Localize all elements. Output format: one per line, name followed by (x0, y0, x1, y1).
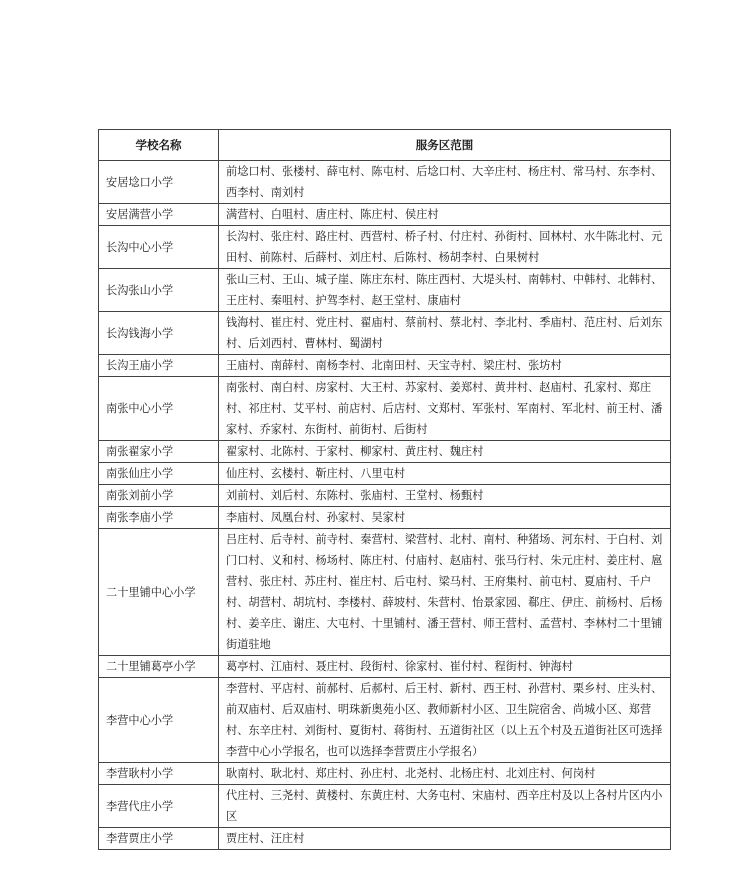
table-row (99, 828, 671, 850)
school-district-table (98, 129, 671, 850)
table-row (99, 355, 671, 377)
school-district-table-container (98, 129, 670, 850)
service-area-cell: 满营村、白咀村、唐庄村、陈庄村、侯庄村 (219, 204, 671, 226)
service-area-cell: 翟家村、北陈村、于家村、柳家村、黄庄村、魏庄村 (219, 441, 671, 463)
service-area-cell: 葛亭村、江庙村、聂庄村、段街村、徐家村、崔付村、程街村、钟海村 (219, 656, 671, 678)
service-area-cell: 仙庄村、玄楼村、靳庄村、八里屯村 (219, 463, 671, 485)
table-row (99, 312, 671, 355)
table-row (99, 463, 671, 485)
school-name-cell: 安居满营小学 (99, 204, 219, 226)
school-name-cell: 南张中心小学 (99, 377, 219, 441)
table-row (99, 226, 671, 269)
service-area-cell: 贾庄村、汪庄村 (219, 828, 671, 850)
table-row (99, 161, 671, 204)
table-row (99, 485, 671, 507)
table-row (99, 269, 671, 312)
school-name-cell: 南张李庙小学 (99, 507, 219, 529)
school-name-cell: 安居埝口小学 (99, 161, 219, 204)
table-row (99, 377, 671, 441)
table-header-row (99, 130, 671, 161)
table-row (99, 507, 671, 529)
table-row (99, 678, 671, 763)
service-area-cell: 代庄村、三尧村、黄楼村、东黄庄村、大务屯村、宋庙村、西辛庄村及以上各村片区内小区 (219, 785, 671, 828)
service-area-cell: 钱海村、崔庄村、党庄村、翟庙村、蔡前村、蔡北村、李北村、季庙村、范庄村、后刘东村、后刘西村、曹林村、蜀湖村 (219, 312, 671, 355)
service-area-cell: 李营村、平店村、前郝村、后郝村、后王村、新村、西王村、孙营村、栗乡村、庄头村、前双庙村、后双庙村、明珠新奥苑小区、教师新村小区、卫生院宿舍、尚城小区、郑营村、东辛庄村、刘街村、夏街村、蒋街村、五道街社区（以上五个村及五道街社区可选择李营中心小学报名，也可以选择李营贾庄小学报名） (219, 678, 671, 763)
school-name-cell: 二十里铺葛亭小学 (99, 656, 219, 678)
service-area-cell: 王庙村、南薛村、南杨李村、北南田村、天宝寺村、梁庄村、张坊村 (219, 355, 671, 377)
school-name-cell: 李营贾庄小学 (99, 828, 219, 850)
school-name-cell: 南张翟家小学 (99, 441, 219, 463)
header-service-area: 服务区范围 (219, 130, 671, 161)
header-school-name: 学校名称 (99, 130, 219, 161)
table-body (99, 161, 671, 850)
school-name-cell: 二十里铺中心小学 (99, 529, 219, 656)
school-name-cell: 南张刘前小学 (99, 485, 219, 507)
service-area-cell: 长沟村、张庄村、路庄村、西营村、桥子村、付庄村、孙街村、回林村、水牛陈北村、元田村、前陈村、后薛村、刘庄村、后陈村、杨胡李村、白果树村 (219, 226, 671, 269)
table-row (99, 763, 671, 785)
school-name-cell: 南张仙庄小学 (99, 463, 219, 485)
table-row (99, 785, 671, 828)
service-area-cell: 前埝口村、张楼村、薛屯村、陈屯村、后埝口村、大辛庄村、杨庄村、常马村、东李村、西李村、南刘村 (219, 161, 671, 204)
table-row (99, 204, 671, 226)
school-name-cell: 李营耿村小学 (99, 763, 219, 785)
school-name-cell: 李营中心小学 (99, 678, 219, 763)
school-name-cell: 长沟中心小学 (99, 226, 219, 269)
school-name-cell: 长沟张山小学 (99, 269, 219, 312)
service-area-cell: 张山三村、王山、城子崖、陈庄东村、陈庄西村、大堤头村、南韩村、中韩村、北韩村、王庄村、秦咀村、护驾李村、赵王堂村、康庙村 (219, 269, 671, 312)
table-row (99, 441, 671, 463)
school-name-cell: 李营代庄小学 (99, 785, 219, 828)
school-name-cell: 长沟钱海小学 (99, 312, 219, 355)
table-row (99, 529, 671, 656)
service-area-cell: 耿南村、耿北村、郑庄村、孙庄村、北尧村、北杨庄村、北刘庄村、何岗村 (219, 763, 671, 785)
table-row (99, 656, 671, 678)
service-area-cell: 吕庄村、后寺村、前寺村、秦营村、梁营村、北村、南村、种猪场、河东村、于白村、刘门口村、义和村、杨场村、陈庄村、付庙村、赵庙村、张马行村、朱元庄村、姜庄村、扈营村、张庄村、苏庄村、崔庄村、后屯村、梁马村、王府集村、前屯村、夏庙村、千户村、胡营村、胡坑村、李楼村、薛坡村、朱营村、怡景家园、郗庄、伊庄、前杨村、后杨村、姜辛庄、谢庄、大屯村、十里铺村、潘王营村、师王营村、孟营村、李林村二十里铺街道驻地 (219, 529, 671, 656)
service-area-cell: 李庙村、凤凰台村、孙家村、吴家村 (219, 507, 671, 529)
school-name-cell: 长沟王庙小学 (99, 355, 219, 377)
service-area-cell: 刘前村、刘后村、东陈村、张庙村、王堂村、杨甄村 (219, 485, 671, 507)
service-area-cell: 南张村、南白村、房家村、大王村、苏家村、姜郑村、黄井村、赵庙村、孔家村、郑庄村、祁庄村、艾平村、前店村、后店村、文郑村、军张村、军南村、军北村、前王村、潘家村、乔家村、东街村、前街村、后街村 (219, 377, 671, 441)
